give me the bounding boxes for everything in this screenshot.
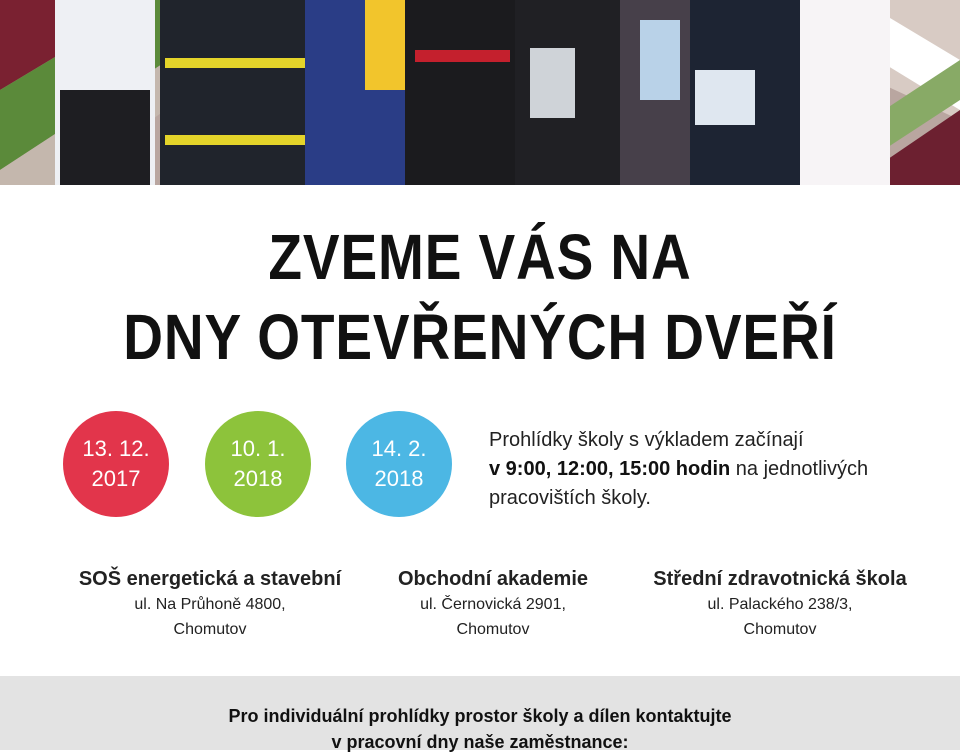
school-street: ul. Palackého 238/3, <box>707 596 853 613</box>
date-year: 2017 <box>91 466 141 491</box>
tour-info-line3: pracovištích školy. <box>489 487 651 509</box>
tour-info-line2-rest: na jednotlivých <box>730 458 869 480</box>
date-year: 2018 <box>374 466 424 491</box>
school-name: Střední zdravotnická škola <box>653 568 907 590</box>
date-circle-1 <box>63 411 169 517</box>
school-name: SOŠ energetická a stavební <box>78 568 342 590</box>
contact-footer <box>0 676 960 750</box>
school-3 <box>620 566 940 642</box>
date-day: 14. 2. <box>371 436 427 461</box>
tour-info <box>489 426 929 513</box>
school-city: Chomutov <box>456 621 530 638</box>
hero-photo <box>0 0 960 185</box>
date-circle-3 <box>346 411 452 517</box>
school-street: ul. Na Průhoně 4800, <box>134 596 286 613</box>
school-1 <box>40 566 380 642</box>
tour-info-line2 <box>489 455 929 484</box>
headline-line2: DNY OTEVŘENÝCH DVEŘÍ <box>123 301 837 373</box>
hero-illustration <box>0 0 960 185</box>
school-name: Obchodní akademie <box>397 568 589 590</box>
school-city: Chomutov <box>173 621 247 638</box>
footer-line2: v pracovní dny naše zaměstnance: <box>331 732 629 752</box>
school-city: Chomutov <box>743 621 817 638</box>
tour-info-line1: Prohlídky školy s výkladem začínají <box>489 429 804 451</box>
date-year: 2018 <box>233 466 283 491</box>
tour-times: v 9:00, 12:00, 15:00 hodin <box>489 458 731 480</box>
date-circle-2 <box>205 411 311 517</box>
school-2 <box>353 566 633 642</box>
headline-line1: ZVEME VÁS NA <box>268 221 692 293</box>
date-day: 10. 1. <box>230 436 286 461</box>
footer-line1: Pro individuální prohlídky prostor školy a dílen kontaktujte <box>228 706 732 726</box>
school-street: ul. Černovická 2901, <box>420 596 566 613</box>
date-day: 13. 12. <box>82 436 150 461</box>
